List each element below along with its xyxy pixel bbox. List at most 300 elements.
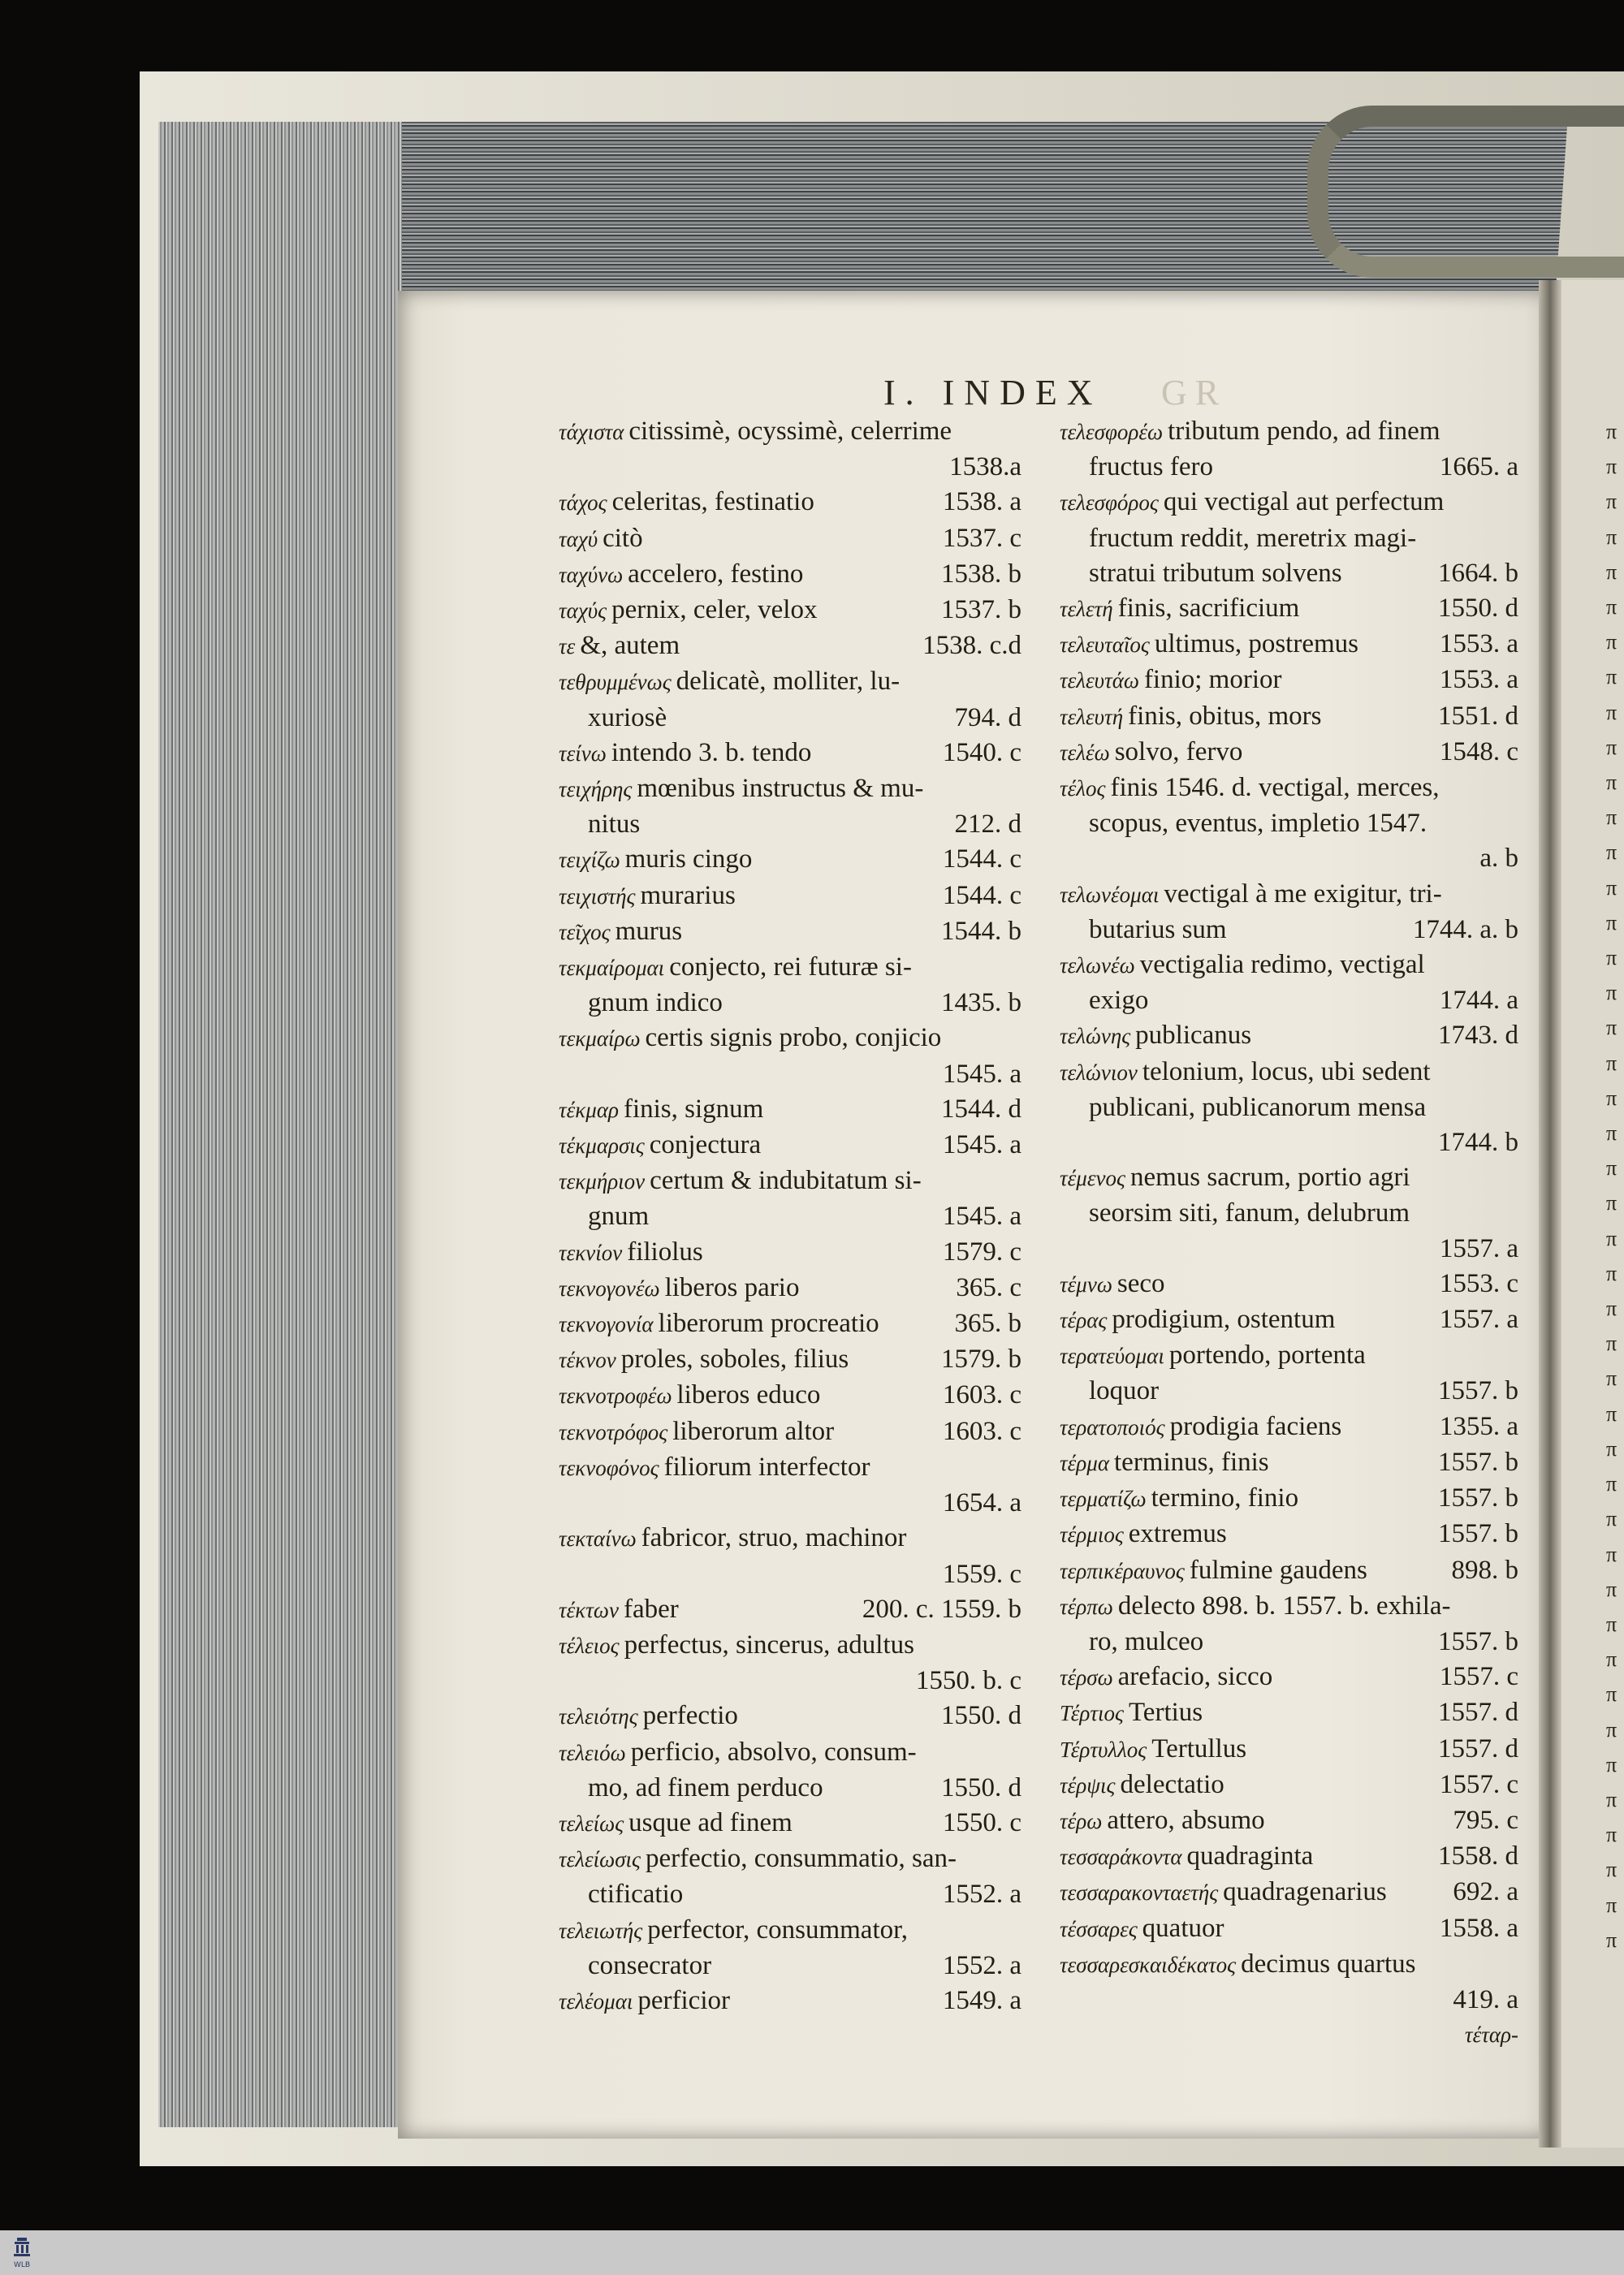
index-entry-line [559, 842, 1021, 878]
index-entry-line [1060, 1160, 1518, 1196]
greek-headword: τεκνίον [559, 1240, 623, 1265]
greek-headword: τέκτων [559, 1597, 619, 1622]
margin-letter: π [1606, 1927, 1618, 1952]
page-reference: 1557. b [1438, 1626, 1518, 1656]
entry-text [1060, 1018, 1433, 1054]
entry-text [559, 1450, 1021, 1486]
entry-text [1089, 1090, 1518, 1125]
greek-headword: τείνω [559, 740, 607, 766]
entry-text [559, 1592, 857, 1628]
index-entry-line [1060, 1055, 1518, 1090]
index-entry-line [1060, 1875, 1518, 1910]
latin-gloss: certis signis probo, conjicio [645, 1023, 942, 1053]
latin-gloss: faber [623, 1594, 679, 1624]
greek-headword: Τέρτυλλος [1060, 1737, 1147, 1762]
greek-headword: τεκμαίρομαι [559, 956, 665, 981]
index-entry-line [1060, 735, 1518, 771]
greek-headword: τειχιστής [559, 883, 636, 909]
entry-text [559, 1628, 1021, 1664]
index-entry-reference-line [1060, 1983, 1518, 2018]
index-entry-line [1060, 877, 1518, 913]
index-entry-line [1060, 1018, 1518, 1054]
margin-letter: π [1606, 875, 1618, 900]
latin-gloss: butarius sum [1089, 914, 1227, 944]
greek-headword: τεσσαρακονταετής [1060, 1880, 1219, 1906]
latin-gloss: gnum [588, 1202, 650, 1232]
index-entry-line [559, 1128, 1021, 1163]
greek-headword: τάχος [559, 490, 607, 516]
page-reference: 1557. b [1438, 1447, 1518, 1477]
latin-gloss: loquor [1089, 1376, 1160, 1406]
entry-text [1060, 1839, 1433, 1875]
right-index-column [1060, 414, 1518, 2053]
margin-letter: π [1606, 1191, 1618, 1215]
latin-gloss: delectatio [1120, 1769, 1224, 1799]
latin-gloss: murus [615, 916, 683, 946]
page-reference: 1544. c [942, 880, 1021, 910]
index-entry-line [559, 1199, 1021, 1234]
entry-text [559, 1984, 938, 2019]
margin-letter: π [1606, 981, 1618, 1005]
greek-headword: τέρας [1060, 1308, 1108, 1333]
entry-text [559, 1342, 936, 1378]
book-gutter [1539, 280, 1561, 2148]
index-entry-line [1060, 485, 1518, 520]
greek-headword: τεθρυμμένως [559, 670, 672, 695]
page-reference: 1557. c [1439, 1662, 1518, 1692]
index-entry-line [1060, 521, 1518, 556]
page-reference: 1549. a [942, 1985, 1021, 2015]
entry-text [559, 736, 938, 771]
index-entry-line [559, 914, 1021, 950]
index-entry-line [1060, 450, 1518, 485]
margin-letter: π [1606, 840, 1618, 865]
latin-gloss: quadragenarius [1223, 1877, 1387, 1907]
entry-text [1089, 1196, 1518, 1231]
entry-text [1060, 1302, 1435, 1338]
page-reference: 1355. a [1439, 1411, 1518, 1441]
page-reference: 1579. c [942, 1237, 1021, 1267]
index-entry-line [559, 1521, 1021, 1556]
latin-gloss: celeritas, festinatio [611, 487, 814, 517]
latin-gloss: termino, finio [1151, 1483, 1299, 1513]
page-reference: 1558. a [1439, 1913, 1518, 1943]
latin-gloss: consecrator [588, 1950, 712, 1980]
index-entry-line [559, 1949, 1021, 1984]
entry-text [1089, 556, 1433, 591]
latin-gloss: muris cingo [624, 844, 753, 874]
greek-headword: τέρμιος [1060, 1522, 1124, 1548]
page-reference: 365. c [956, 1272, 1021, 1302]
page-reference: 365. b [954, 1309, 1021, 1339]
entry-text [559, 664, 1021, 700]
page-reference: 692. a [1453, 1877, 1518, 1907]
index-entry-line [1060, 1090, 1518, 1125]
latin-gloss: tributum pendo, ad finem [1168, 417, 1440, 446]
page-reference: 1654. a [942, 1488, 1021, 1518]
greek-headword: τελευτή [1060, 704, 1124, 729]
margin-letter: π [1606, 1858, 1618, 1882]
margin-letter: π [1606, 1682, 1618, 1707]
index-entry-line [559, 1628, 1021, 1664]
latin-gloss: fulmine gaudens [1189, 1555, 1367, 1585]
show-through-text: GR [1161, 373, 1228, 412]
margin-letter: π [1606, 1156, 1618, 1181]
page-reference: 1553. a [1439, 629, 1518, 659]
greek-headword: τερατεύομαι [1060, 1344, 1164, 1369]
latin-gloss: finis 1546. d. vectigal, merces, [1110, 773, 1440, 803]
index-entry-line [559, 1699, 1021, 1734]
greek-headword: τέμενος [1060, 1166, 1125, 1191]
index-entry-reference-line [559, 1057, 1021, 1092]
latin-gloss: perficio, absolvo, consum- [630, 1737, 917, 1767]
margin-letter: π [1606, 1261, 1618, 1285]
greek-headword: τέρψις [1060, 1772, 1116, 1798]
latin-gloss: stratui tributum solvens [1089, 558, 1342, 588]
greek-headword: τεκμαίρω [559, 1026, 641, 1051]
index-entry-line [1060, 1374, 1518, 1409]
entry-text [559, 485, 938, 520]
latin-gloss: ro, mulceo [1089, 1626, 1204, 1656]
entry-text [588, 1949, 938, 1984]
latin-gloss: citò [603, 523, 643, 553]
page-reference: 1553. a [1439, 665, 1518, 695]
index-entry-line [1060, 1732, 1518, 1768]
page-reference: 1603. c [942, 1416, 1021, 1446]
page-reference: 1579. b [941, 1345, 1021, 1375]
greek-headword: τελετή [1060, 597, 1113, 622]
latin-gloss: liberorum altor [672, 1416, 835, 1446]
entry-text [1060, 699, 1433, 735]
logo-text: WLB [13, 2261, 31, 2269]
index-entry-line [559, 1877, 1021, 1912]
index-entry-reference-line [559, 1664, 1021, 1699]
entry-text [1060, 1589, 1518, 1625]
latin-gloss: perfectio, consummatio, san- [645, 1844, 957, 1874]
latin-gloss: finis, obitus, mors [1128, 701, 1322, 731]
page-reference: 1550. d [1438, 594, 1518, 624]
margin-letter: π [1606, 595, 1618, 619]
index-entry-line [559, 1378, 1021, 1414]
index-entry-line [1060, 913, 1518, 948]
page-reference: 1545. a [942, 1202, 1021, 1232]
entry-text [1089, 1374, 1433, 1409]
index-entry-line [559, 736, 1021, 771]
index-entry-line [1060, 591, 1518, 627]
entry-text [588, 701, 950, 736]
index-entry-line [1060, 1302, 1518, 1338]
entry-text [1060, 1445, 1433, 1481]
entry-text [559, 1306, 950, 1342]
greek-headword: τεῖχος [559, 919, 611, 944]
index-entry-line [559, 1235, 1021, 1271]
entry-text [1060, 1768, 1435, 1803]
latin-gloss: terminus, finis [1114, 1447, 1269, 1477]
entry-text [1060, 485, 1518, 520]
entry-text [1060, 1517, 1433, 1552]
greek-headword: τελώνιον [1060, 1060, 1138, 1085]
latin-gloss: delicatè, molliter, lu- [676, 667, 901, 697]
latin-gloss: qui vectigal aut perfectum [1163, 487, 1445, 517]
index-entry-line [1060, 1660, 1518, 1695]
entry-text [1089, 521, 1518, 556]
greek-headword: τελέομαι [559, 1988, 633, 2014]
margin-letter: π [1606, 1752, 1618, 1776]
entry-text [559, 1235, 938, 1271]
greek-headword: τειχήρης [559, 777, 633, 802]
page-reference: 1538.a [949, 452, 1021, 482]
latin-gloss: certum & indubitatum si- [650, 1166, 922, 1196]
margin-letter: π [1606, 559, 1618, 584]
page-reference: 1550. d [941, 1701, 1021, 1731]
entry-text [559, 414, 1021, 450]
index-entry-line [1060, 1338, 1518, 1374]
index-entry-line [559, 1913, 1021, 1949]
margin-letter: π [1606, 1577, 1618, 1601]
greek-headword: τελείωσις [559, 1847, 641, 1872]
latin-gloss: quatuor [1142, 1913, 1224, 1943]
entry-text [559, 1021, 1021, 1056]
page-reference: 898. b [1451, 1555, 1518, 1585]
entry-text [559, 1163, 1021, 1199]
margin-letter: π [1606, 1893, 1618, 1917]
margin-letter: π [1606, 665, 1618, 689]
index-entry-line [559, 1092, 1021, 1128]
greek-headword: τέμνω [1060, 1271, 1112, 1297]
margin-letter: π [1606, 1436, 1618, 1461]
latin-gloss: attero, absumo [1107, 1805, 1265, 1835]
margin-letter: π [1606, 735, 1618, 759]
latin-gloss: conjectura [649, 1130, 762, 1160]
margin-letter: π [1606, 1086, 1618, 1110]
page-reference: 1545. a [942, 1130, 1021, 1160]
clasp-strap [1307, 106, 1624, 278]
index-entry-line [1060, 1768, 1518, 1803]
index-entry-line [559, 593, 1021, 628]
index-entry-line [559, 485, 1021, 520]
index-entry-line [1060, 983, 1518, 1018]
latin-gloss: finis, sacrificium [1117, 594, 1300, 624]
page-reference: 1550. d [941, 1772, 1021, 1802]
index-entry-line [1060, 1695, 1518, 1731]
index-entry-line [1060, 771, 1518, 806]
greek-headword: τέρσω [1060, 1665, 1113, 1690]
greek-headword: τέκμαρ [559, 1097, 619, 1122]
latin-gloss: proles, soboles, filius [620, 1345, 849, 1375]
index-entry-line [559, 807, 1021, 842]
page-reference: 1544. c [942, 844, 1021, 874]
index-entry-line [1060, 1947, 1518, 1983]
entry-text [559, 1271, 951, 1306]
index-entry-line [1060, 627, 1518, 663]
page-reference: 1551. d [1438, 701, 1518, 731]
margin-letter: π [1606, 1016, 1618, 1040]
page-reference: 1544. d [941, 1094, 1021, 1124]
page-reference: 1552. a [942, 1950, 1021, 1980]
index-entry-line [1060, 806, 1518, 841]
entry-text [588, 1199, 938, 1234]
greek-headword: ταχύς [559, 598, 607, 624]
index-entry-line [1060, 1589, 1518, 1625]
index-entry-line [1060, 1625, 1518, 1660]
entry-text [559, 593, 936, 628]
entry-text [1060, 1553, 1447, 1589]
entry-text [559, 1521, 1021, 1556]
greek-headword: τέλειος [559, 1633, 620, 1658]
latin-gloss: delecto 898. b. 1557. b. exhila- [1117, 1591, 1451, 1621]
latin-gloss: exigo [1089, 986, 1149, 1016]
margin-letter: π [1606, 910, 1618, 935]
index-entry-line [1060, 1267, 1518, 1302]
page-reference: 1743. d [1438, 1021, 1518, 1051]
greek-headword: τεκνοφόνος [559, 1455, 659, 1480]
margin-letter: π [1606, 490, 1618, 514]
index-entry-line [559, 771, 1021, 807]
latin-gloss: liberos educo [676, 1380, 821, 1410]
index-entry-line [559, 1450, 1021, 1486]
index-entry-line [559, 1984, 1021, 2019]
index-entry-line [559, 1735, 1021, 1771]
greek-headword: τελωνέω [1060, 953, 1135, 978]
entry-text [559, 1128, 938, 1163]
margin-letter: π [1606, 525, 1618, 549]
latin-gloss: portendo, portenta [1168, 1340, 1366, 1371]
index-entry-line [1060, 1553, 1518, 1589]
entry-text [559, 1841, 1021, 1877]
page-reference: 1744. b [1438, 1128, 1518, 1158]
index-entry-line [1060, 1803, 1518, 1839]
greek-headword: ταχύνω [559, 562, 624, 587]
latin-gloss: usque ad finem [628, 1807, 793, 1837]
margin-letter: π [1606, 1823, 1618, 1847]
entry-text [559, 1699, 936, 1734]
left-index-column [559, 414, 1021, 2019]
index-entry-line [1060, 1196, 1518, 1231]
entry-text [1060, 1732, 1433, 1768]
latin-gloss: citissimè, ocyssimè, celerrime [628, 417, 952, 446]
page-reference: 1538. c.d [922, 631, 1021, 661]
margin-letter: π [1606, 1612, 1618, 1636]
greek-headword: τέλος [1060, 776, 1106, 801]
greek-headword: τεκταίνω [559, 1526, 637, 1552]
library-logo-icon [10, 2234, 34, 2270]
greek-headword: τεκνογονέω [559, 1276, 660, 1301]
greek-headword: τερματίζω [1060, 1487, 1147, 1512]
greek-headword: τερατοποιός [1060, 1414, 1165, 1440]
index-entry-line [1060, 556, 1518, 591]
page-reference: 1558. d [1438, 1841, 1518, 1871]
latin-gloss: fructus fero [1089, 452, 1214, 482]
greek-headword: τελεσφόρος [1060, 490, 1159, 516]
greek-headword: τερπικέραυνος [1060, 1558, 1185, 1583]
latin-gloss: seorsim siti, fanum, delubrum [1089, 1198, 1410, 1228]
latin-gloss: Tertullus [1151, 1733, 1247, 1763]
entry-text [1060, 1160, 1518, 1196]
entry-text [1060, 414, 1518, 450]
index-entry-line [559, 414, 1021, 450]
greek-headword: τελώνης [1060, 1024, 1131, 1049]
latin-gloss: mo, ad finem perduco [588, 1772, 823, 1802]
entry-text [1060, 735, 1435, 771]
margin-letter: π [1606, 771, 1618, 795]
latin-gloss: accelero, festino [628, 559, 804, 589]
index-entry-line [559, 1771, 1021, 1806]
greek-headword: τάχιστα [559, 420, 624, 444]
entry-text [588, 807, 950, 842]
latin-gloss: prodigia faciens [1169, 1411, 1342, 1441]
index-entry-line [559, 1163, 1021, 1199]
entry-text [1060, 1803, 1448, 1839]
margin-letter: π [1606, 1366, 1618, 1391]
index-entry-line [559, 1271, 1021, 1306]
entry-text [1060, 948, 1518, 983]
page-reference: 1550. c [942, 1807, 1021, 1837]
latin-gloss: liberos pario [664, 1272, 800, 1302]
entry-text [559, 914, 936, 950]
latin-gloss: pernix, celer, velox [611, 595, 818, 625]
latin-gloss: ctificatio [588, 1880, 684, 1910]
index-entry-line [1060, 1445, 1518, 1481]
margin-letter: π [1606, 1051, 1618, 1075]
entry-text [1060, 591, 1433, 627]
entry-text [1060, 1875, 1448, 1910]
entry-text [1089, 913, 1408, 948]
margin-letter: π [1606, 1226, 1618, 1250]
entry-text [559, 950, 1021, 986]
margin-letter: π [1606, 1121, 1618, 1146]
margin-letter: π [1606, 1647, 1618, 1672]
page-reference: 1744. a [1439, 986, 1518, 1016]
entry-text [1060, 1481, 1433, 1517]
entry-text [1060, 1409, 1435, 1445]
index-entry-line [559, 986, 1021, 1021]
margin-letter: π [1606, 946, 1618, 970]
margin-letter: π [1606, 700, 1618, 724]
page-reference: 1557. b [1438, 1483, 1518, 1513]
index-entry-line [1060, 1911, 1518, 1947]
latin-gloss: decimus quartus [1241, 1949, 1416, 1979]
entry-text [559, 1378, 938, 1414]
page-reference: 1559. c [942, 1559, 1021, 1589]
greek-headword: τελειόω [559, 1740, 626, 1765]
latin-gloss: nemus sacrum, portio agri [1129, 1163, 1410, 1193]
greek-headword: Τέρτιος [1060, 1701, 1124, 1726]
index-entry-line [1060, 948, 1518, 983]
page-reference: 1548. c [1439, 736, 1518, 766]
latin-gloss: Tertius [1128, 1698, 1203, 1728]
greek-headword: τεσσαράκοντα [1060, 1845, 1182, 1870]
entry-text [588, 1877, 938, 1912]
latin-gloss: quadraginta [1186, 1841, 1314, 1871]
page-header: I. INDEX [883, 373, 1103, 412]
latin-gloss: filiorum interfector [663, 1452, 870, 1482]
greek-headword: τεκνοτρόφος [559, 1419, 668, 1444]
index-entry-line [559, 1414, 1021, 1450]
index-entry-reference-line [559, 450, 1021, 485]
entry-text [1089, 983, 1435, 1018]
entry-text [1060, 663, 1435, 698]
page-reference: 1603. c [942, 1380, 1021, 1410]
page-reference: 1557. a [1439, 1305, 1518, 1335]
entry-text [1060, 1267, 1435, 1302]
latin-gloss: solvo, fervo [1114, 736, 1243, 766]
latin-gloss: perfectio [642, 1701, 738, 1731]
page-reference: 1537. b [941, 595, 1021, 625]
entry-text [559, 628, 918, 664]
page-reference: 1540. c [942, 737, 1021, 767]
latin-gloss: perfectus, sincerus, adultus [624, 1630, 914, 1660]
index-entry-reference-line [1060, 1232, 1518, 1267]
